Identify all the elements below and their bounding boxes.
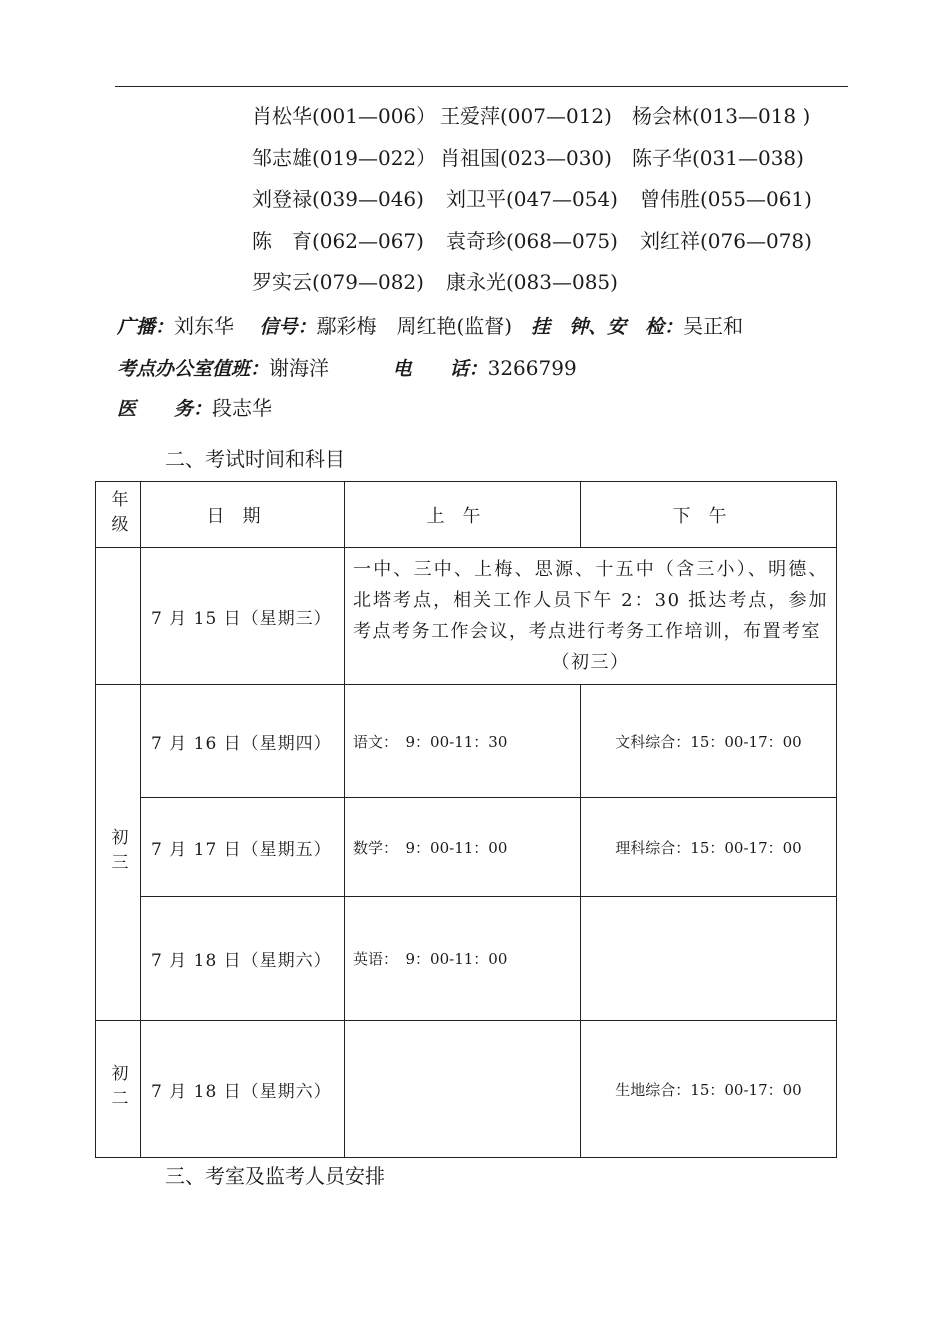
bell-label: 挂 钟、安 检： xyxy=(531,316,684,338)
header-rule xyxy=(115,86,848,87)
morning-cell: 语文： 9：00-11：30 xyxy=(345,685,581,798)
date-cell: 7 月 15 日（星期三） xyxy=(141,548,345,685)
bell-value: 吴正和 xyxy=(683,314,744,338)
staff-entry: 曾伟胜(055—061) xyxy=(640,187,812,211)
morning-cell: 数学： 9：00-11：00 xyxy=(345,798,581,897)
table-row xyxy=(96,685,837,798)
date-cell: 7 月 18 日（星期六） xyxy=(141,897,345,1021)
duty-line-3 xyxy=(117,392,272,421)
staff-entry: 康永光(083—085) xyxy=(446,270,618,294)
office-label: 考点办公室值班： xyxy=(117,358,270,380)
phone-label: 电 话： xyxy=(392,358,488,380)
afternoon-cell xyxy=(581,897,837,1021)
table-row xyxy=(96,548,837,685)
staff-row xyxy=(252,266,812,308)
staff-entry: 陈 育(062—067) xyxy=(252,228,424,253)
grade-cell-2: 初二 xyxy=(96,1021,141,1158)
afternoon-cell: 理科综合：15：00-17：00 xyxy=(581,798,837,897)
morning-cell xyxy=(345,1021,581,1158)
date-cell: 7 月 18 日（星期六） xyxy=(141,1021,345,1158)
section-heading-rooms: 三、考室及监考人员安排 xyxy=(165,1164,385,1188)
staff-list xyxy=(252,100,812,308)
staff-row xyxy=(252,100,812,142)
staff-entry: 刘登禄(039—046) xyxy=(252,187,424,211)
phone-value: 3266799 xyxy=(487,356,577,380)
afternoon-cell: 生地综合：15：00-17：00 xyxy=(581,1021,837,1158)
preparation-note xyxy=(345,548,837,685)
broadcast-label: 广播： xyxy=(117,316,175,338)
date-cell: 7 月 16 日（星期四） xyxy=(141,685,345,798)
table-row xyxy=(96,897,837,1021)
header-afternoon: 下午 xyxy=(581,482,837,548)
office-value: 谢海洋 xyxy=(269,356,330,380)
signal-label: 信号： xyxy=(259,316,317,338)
medical-value: 段志华 xyxy=(212,396,273,420)
broadcast-value: 刘东华 xyxy=(174,314,235,338)
exam-schedule-table xyxy=(95,481,837,1158)
table-row xyxy=(96,1021,837,1158)
staff-entry: 肖祖国(023—030) xyxy=(440,145,612,170)
grade-cell-3: 初三 xyxy=(96,685,141,1021)
header-morning: 上午 xyxy=(345,482,581,548)
staff-entry: 王爱萍(007—012) xyxy=(440,104,612,128)
header-grade: 年级 xyxy=(96,482,141,548)
duty-line-1 xyxy=(117,310,743,339)
header-date: 日期 xyxy=(141,482,345,548)
section-heading-schedule: 二、考试时间和科目 xyxy=(165,447,345,471)
staff-entry: 陈子华(031—038) xyxy=(632,145,804,170)
staff-entry: 肖松华(001—006） xyxy=(252,104,437,128)
afternoon-cell: 文科综合：15：00-17：00 xyxy=(581,685,837,798)
duty-line-2 xyxy=(117,352,577,381)
note-end: （初三） xyxy=(551,652,630,673)
staff-entry: 罗实云(079—082) xyxy=(252,270,424,294)
note-text: 一中、三中、上梅、思源、十五中（含三小）、明德、北塔考点，相关工作人员下午 2：30 抵达考点，参加考点考务工作会议，考点进行考务工作培训，布置考室 xyxy=(353,559,828,642)
staff-row xyxy=(252,142,812,184)
staff-entry: 刘卫平(047—054) xyxy=(446,187,618,211)
table-header-row xyxy=(96,482,837,548)
table-row xyxy=(96,798,837,897)
staff-entry: 袁奇珍(068—075) xyxy=(446,228,618,253)
grade-cell-empty xyxy=(96,548,141,685)
date-cell: 7 月 17 日（星期五） xyxy=(141,798,345,897)
staff-entry: 邹志雄(019—022） xyxy=(252,145,437,170)
medical-label: 医 务： xyxy=(117,398,213,420)
signal-value: 鄢彩梅 周红艳(监督) xyxy=(316,314,513,338)
staff-entry: 刘红祥(076—078) xyxy=(640,228,812,253)
staff-row xyxy=(252,183,812,225)
staff-entry: 杨会林(013—018 ) xyxy=(632,104,811,128)
morning-cell: 英语： 9：00-11：00 xyxy=(345,897,581,1021)
staff-row xyxy=(252,225,812,267)
